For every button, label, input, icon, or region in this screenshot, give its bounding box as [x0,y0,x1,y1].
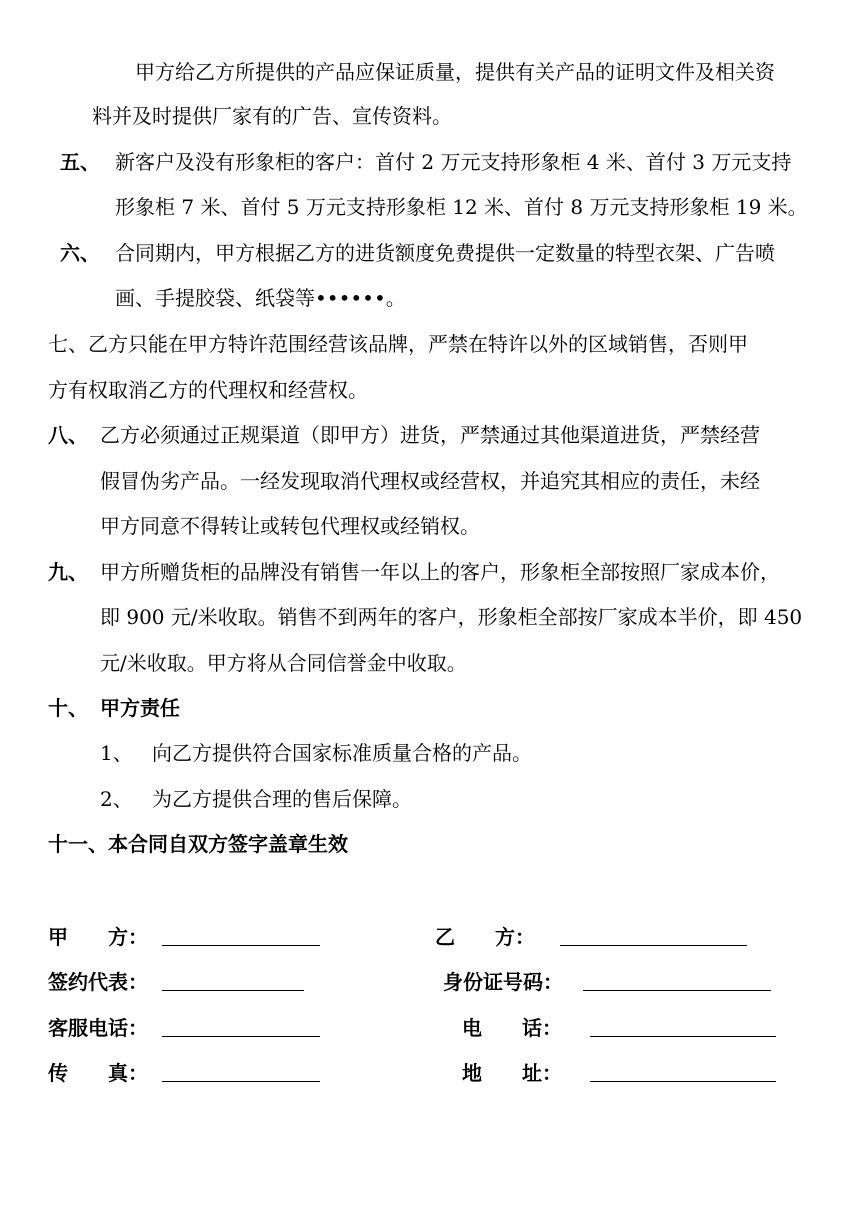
clause-6-number: 六、 [60,241,100,265]
clause-8-line-2: 假冒伪劣产品。一经发现取消代理权或经营权，并追究其相应的责任，未经 [100,469,760,493]
id-number-blank[interactable] [583,990,771,991]
clause-5-number: 五、 [60,150,100,174]
clause-8-number: 八、 [48,423,88,447]
party-b-label: 乙 方： [435,925,535,949]
clause-10-number: 十、 [48,696,88,720]
clause-8-line-1: 乙方必须通过正规渠道（即甲方）进货，严禁通过其他渠道进货，严禁经营 [100,423,760,447]
intro-line-1: 甲方给乙方所提供的产品应保证质量，提供有关产品的证明文件及相关资 [135,60,775,84]
clause-10-title: 甲方责任 [100,696,180,720]
intro-line-2: 料并及时提供厂家有的广告、宣传资料。 [92,104,452,128]
clause-10-item-2-number: 2、 [100,787,133,811]
clause-11-heading: 十一、本合同自双方签字盖章生效 [48,832,348,856]
clause-10-item-2-text: 为乙方提供合理的售后保障。 [152,787,412,811]
clause-9-number: 九、 [48,560,88,584]
clause-9-line-2: 即 900 元/米收取。销售不到两年的客户，形象柜全部按厂家成本半价，即 450 [100,605,803,629]
representative-blank[interactable] [162,990,304,991]
clause-10-item-1-text: 向乙方提供符合国家标准质量合格的产品。 [152,741,532,765]
address-label: 地 址： [462,1061,562,1085]
clause-7-line-2: 方有权取消乙方的代理权和经营权。 [48,378,368,402]
clause-9-line-3: 元/米收取。甲方将从合同信誉金中收取。 [100,651,467,675]
address-blank[interactable] [590,1081,776,1082]
party-a-label: 甲 方： [48,925,148,949]
clause-6-line-2: 画、手提胶袋、纸袋等••••••。 [115,286,406,310]
clause-6-line-1: 合同期内，甲方根据乙方的进货额度免费提供一定数量的特型衣架、广告喷 [115,241,775,265]
id-number-label: 身份证号码： [443,970,563,994]
party-a-blank[interactable] [162,945,320,946]
service-phone-label: 客服电话： [48,1016,148,1040]
clause-5-line-1: 新客户及没有形象柜的客户：首付 2 万元支持形象柜 4 米、首付 3 万元支持 [115,150,792,174]
service-phone-blank[interactable] [162,1036,320,1037]
clause-7-line-1: 七、乙方只能在甲方特许范围经营该品牌，严禁在特许以外的区域销售，否则甲 [48,332,748,356]
clause-5-line-2: 形象柜 7 米、首付 5 万元支持形象柜 12 米、首付 8 万元支持形象柜 19 米。 [115,195,808,219]
fax-blank[interactable] [162,1081,320,1082]
fax-label: 传 真： [48,1061,148,1085]
phone-blank[interactable] [590,1036,776,1037]
clause-8-line-3: 甲方同意不得转让或转包代理权或经销权。 [100,514,480,538]
phone-label: 电 话： [462,1016,562,1040]
representative-label: 签约代表： [48,970,148,994]
clause-10-item-1-number: 1、 [100,741,133,765]
clause-9-line-1: 甲方所赠货柜的品牌没有销售一年以上的客户，形象柜全部按照厂家成本价， [100,560,780,584]
party-b-blank[interactable] [560,945,747,946]
